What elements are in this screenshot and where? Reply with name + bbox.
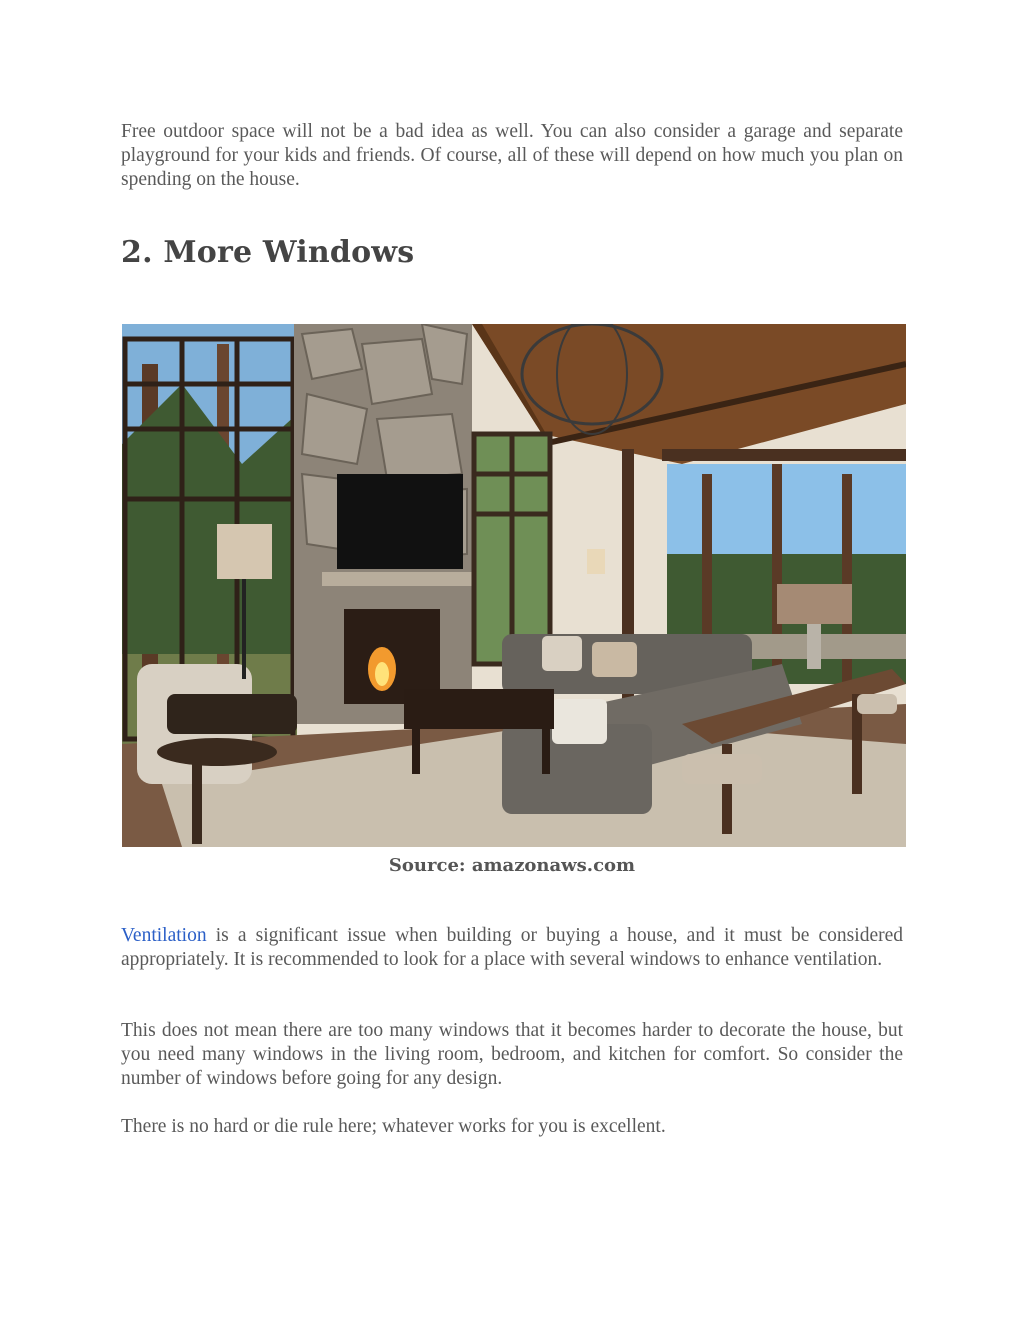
image-caption: Source: amazonaws.com: [388, 855, 636, 876]
ventilation-paragraph-text: is a significant issue when building or buying a house, and it must be considered appropriately. It is recommended to look for a place with several windows to enhance ventilation.: [121, 925, 903, 970]
ventilation-link[interactable]: Ventilation: [121, 925, 207, 946]
intro-paragraph: Free outdoor space will not be a bad idea as well. You can also consider a garage and separate playground for your kids and friends. Of course, all of these will depend on how much you plan on spending on the house.: [121, 121, 903, 190]
windows-paragraph: This does not mean there are too many windows that it becomes harder to decorate the house, but you need many windows in the living room, bedroom, and kitchen for comfort. So consider the number of windows before going for any design.: [121, 1020, 903, 1089]
closing-paragraph: There is no hard or die rule here; whatever works for you is excellent.: [121, 1116, 666, 1137]
ventilation-paragraph: [121, 924, 903, 972]
living-room-photo: [122, 324, 906, 847]
section-heading: 2. More Windows: [121, 235, 415, 270]
